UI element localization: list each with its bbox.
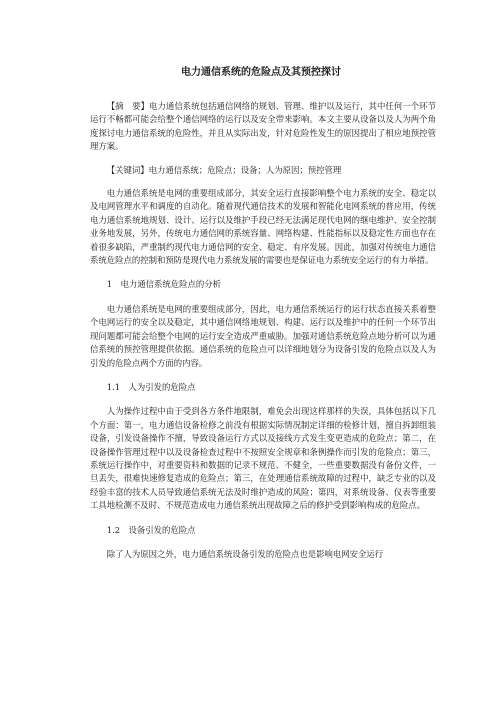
section-heading-1-2: 1.2 设备引发的危险点 bbox=[106, 524, 196, 535]
body-paragraph-equipment-risk: 除了人为原因之外，电力通信系统设备引发的危险点也是影响电网安全运行 bbox=[106, 548, 384, 559]
section-heading-1: 1 电力通信系统危险点的分析 bbox=[106, 279, 221, 290]
section-heading-1-1: 1.1 人为引发的危险点 bbox=[106, 381, 196, 392]
paper-title: 电力通信系统的危险点及其预控探讨 bbox=[181, 67, 341, 78]
body-paragraph-analysis: 电力通信系统是电网的重要组成部分，因此，电力通信系统运行的运行状态直接关系着整个电网运行的安全以及稳定，其中通信网络地规划、构建、运行以及维护中的任何一个环节出现问题都可能会给整个电网的运行安全造成严重威胁。加强对通信系统危险点地分析可以为通信系统的预控管理提供依据。通信系统的危险点可以详细地划分为设备引发的危险点以及人为引发的危险点两个方面的内容。 bbox=[90, 303, 436, 368]
abstract-paragraph: 【摘 要】电力通信系统包括通信网络的规划、管理、维护以及运行，其中任何一个环节运行不畅都可能会给整个通信网络的运行以及安全带来影响。本文主要从设备以及人为两个角度探讨电力通信系统的危险性，并且从实际出发，针对危险性发生的原因提出了相应地预控管理方案。 bbox=[90, 101, 436, 152]
keywords-paragraph: 【关键词】电力通信系统；危险点；设备；人为原因；预控管理 bbox=[106, 164, 342, 175]
body-paragraph-human-risk: 人为操作过程中由于受到各方条件地限制，难免会出现这样那样的失误，具体包括以下几个方面：第一，电力通信设备检修之前没有根据实际情况制定详细的检修计划，擅自拆卸组装设备，引发设备操作不擅，导致设备运行方式以及接线方式发生变更造成的危险点；第二，在设备操作管理过程中以及设备检查过程中不按照安全规章和条例操作而引发的危险点；第三，系统运行操作中，对重要资料和数据的记录不规范、不健全，一些重要数据没有备份文件，一旦丢失，很难快速修复造成的危险点；第三，在处理通信系统故障的过程中，缺乏专业的以及经验丰富的技术人员导致通信系统无法及时维护造成的风险；第四，对系统设备、仪表等重要工具地检测不及时、不规范造成电力通信系统出现故障之后的修护受到影响构成的危险点。 bbox=[90, 406, 436, 511]
body-paragraph-intro: 电力通信系统是电网的重要组成部分，其安全运行直接影响整个电力系统的安全、稳定以及电网管理水平和调度的自动化。随着现代通信技术的发展和智能化电网系统的普应用，传统电力通信系统地规划、设计、运行以及维护手段已经无法满足现代电网的继电维护、安全控制业务地发展，另外，传统电力通信网的系统容量、网络构建、性能指标以及稳定性方面也存在着很多缺陷，严重制约现代电力通信网的安全、稳定、有序发展。因此，加强对传统电力通信系统危险点的控制和预防是现代电力系统发展的需要也是保证电力系统安全运行的有力举措。 bbox=[90, 188, 436, 266]
